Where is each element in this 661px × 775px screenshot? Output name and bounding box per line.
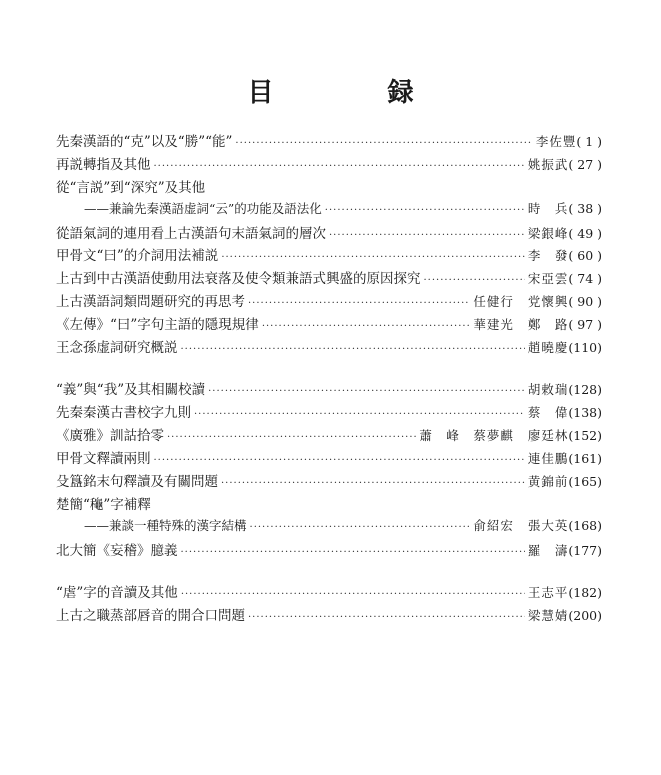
entry-title: 甲骨文釋讀兩則 <box>56 450 151 467</box>
entry-author: 張大英 <box>527 517 569 533</box>
dot-leader <box>248 298 470 309</box>
entry-coauthor: 俞紹宏 <box>473 517 514 533</box>
entry-author: 黄錦前 <box>527 473 569 489</box>
entry-page-number: ( 27 ) <box>568 156 602 172</box>
dot-leader <box>325 205 525 216</box>
entry-author: 梁銀峰 <box>527 225 569 241</box>
entry-coauthor: 蕭 峰 蔡夢麒 <box>419 428 514 444</box>
dot-leader <box>181 589 525 600</box>
entry-title: 上古到中古漢語使動用法衰落及使令類兼語式興盛的原因探究 <box>56 271 421 288</box>
toc-group <box>56 378 602 561</box>
toc-entry[interactable] <box>56 401 602 424</box>
toc-entry[interactable] <box>56 447 602 470</box>
toc-entry[interactable] <box>56 153 602 176</box>
toc-entry[interactable] <box>56 424 602 447</box>
toc-entry[interactable] <box>56 470 602 493</box>
toc-entry[interactable] <box>56 313 602 336</box>
dot-leader <box>154 161 525 172</box>
toc-entry[interactable] <box>56 336 602 359</box>
entry-page-number: ( 49 ) <box>568 225 602 241</box>
entry-page-number: ( 60 ) <box>568 248 602 264</box>
entry-page-number: ( 38 ) <box>568 200 602 216</box>
entry-page-number: ( 1 ) <box>576 134 602 149</box>
entry-author: 党懷興 <box>527 294 569 310</box>
entry-author: 鄭 路 <box>527 317 569 333</box>
entry-page-number: ( 90 ) <box>568 294 602 310</box>
toc-entry[interactable] <box>56 267 602 290</box>
dot-leader <box>221 478 525 489</box>
entry-page-number: (161) <box>568 450 602 466</box>
entry-author: 李 發 <box>527 248 569 264</box>
dot-leader <box>329 230 525 241</box>
entry-title: 從“言説”到“深究”及其他 <box>56 179 206 196</box>
dot-leader <box>221 252 525 263</box>
entry-page-number: (110) <box>568 340 602 356</box>
dot-leader <box>154 455 525 466</box>
dot-leader <box>424 275 525 286</box>
entry-page-number: (177) <box>568 542 602 558</box>
dot-leader <box>181 547 525 558</box>
entry-page-number: (200) <box>568 607 602 623</box>
toc-entry[interactable] <box>56 539 602 562</box>
entry-page-number: (128) <box>568 382 602 398</box>
entry-title: 上古之職蒸部唇音的開合口問題 <box>56 607 245 624</box>
dot-leader <box>250 522 471 533</box>
entry-title: ——兼談一種特殊的漢字結構 <box>84 517 247 533</box>
entry-author: 時 兵 <box>527 200 569 216</box>
entry-title: 《左傳》“曰”字句主語的隱現規律 <box>56 317 259 334</box>
dot-leader <box>181 344 525 355</box>
toc-subtitle-row[interactable] <box>56 199 602 222</box>
entry-author: 趙曉慶 <box>527 340 569 356</box>
dot-leader <box>167 432 416 443</box>
entry-author: 梁慧婧 <box>527 607 569 623</box>
entry-title: 楚簡“龝”字補釋 <box>56 496 151 513</box>
entry-author: 羅 濤 <box>527 542 569 558</box>
entry-title: 先秦漢語的“克”以及“勝”“能” <box>56 134 233 150</box>
entry-title: 先秦秦漢古書校字九則 <box>56 405 191 422</box>
entry-author: 王志平 <box>527 584 569 600</box>
toc-entry[interactable] <box>56 244 602 267</box>
toc-entry[interactable] <box>56 378 602 401</box>
entry-title: 從語氣詞的連用看上古漢語句末語氣詞的層次 <box>56 225 326 242</box>
toc-entry[interactable] <box>56 581 602 604</box>
toc-entry[interactable] <box>56 604 602 627</box>
entry-author: 廖廷林 <box>527 428 569 444</box>
entry-title: “虐”字的音讀及其他 <box>56 584 178 601</box>
entry-author: 李佐豐 <box>535 134 577 149</box>
entry-page-number: (182) <box>568 584 602 600</box>
dot-leader <box>194 409 525 420</box>
toc-group <box>56 130 602 359</box>
dot-leader <box>208 386 525 397</box>
table-of-contents <box>56 130 602 646</box>
dot-leader <box>248 612 525 623</box>
entry-title: 再説轉指及其他 <box>56 156 151 173</box>
entry-coauthor: 任健行 <box>473 294 514 310</box>
entry-title: ——兼論先秦漢語虚詞“云”的功能及語法化 <box>84 200 322 216</box>
dot-leader <box>262 321 471 332</box>
toc-group <box>56 581 602 627</box>
entry-author: 連佳鵬 <box>527 450 569 466</box>
entry-title: 《廣雅》訓詁拾零 <box>56 428 164 445</box>
toc-entry[interactable] <box>56 290 602 313</box>
entry-title: 上古漢語詞類問題研究的再思考 <box>56 294 245 311</box>
entry-author: 姚振武 <box>527 156 569 172</box>
entry-coauthor: 華建光 <box>473 317 514 333</box>
toc-entry[interactable] <box>56 176 602 199</box>
entry-page-number: ( 74 ) <box>568 271 602 287</box>
toc-entry[interactable] <box>56 130 602 153</box>
entry-page-number: (168) <box>568 517 602 533</box>
entry-author: 蔡 偉 <box>527 405 569 421</box>
entry-title: 甲骨文“曰”的介詞用法補説 <box>56 248 219 265</box>
entry-page-number: (165) <box>568 473 602 489</box>
entry-page-number: (138) <box>568 405 602 421</box>
entry-title: 王念孫虚詞研究概説 <box>56 340 178 357</box>
entry-page-number: (152) <box>568 428 602 444</box>
entry-author: 宋亞雲 <box>527 271 569 287</box>
toc-entry[interactable] <box>56 493 602 516</box>
dot-leader <box>235 138 532 149</box>
toc-entry[interactable] <box>56 222 602 245</box>
entry-title: “義”與“我”及其相關校讀 <box>56 382 206 399</box>
toc-subtitle-row[interactable] <box>56 516 602 539</box>
entry-title: 殳簋銘末句釋讀及有關問題 <box>56 473 218 490</box>
page-title: 目 録 <box>247 78 458 108</box>
entry-author: 胡敕瑞 <box>527 382 569 398</box>
entry-page-number: ( 97 ) <box>568 317 602 333</box>
entry-title: 北大簡《妄稽》臆義 <box>56 542 178 559</box>
